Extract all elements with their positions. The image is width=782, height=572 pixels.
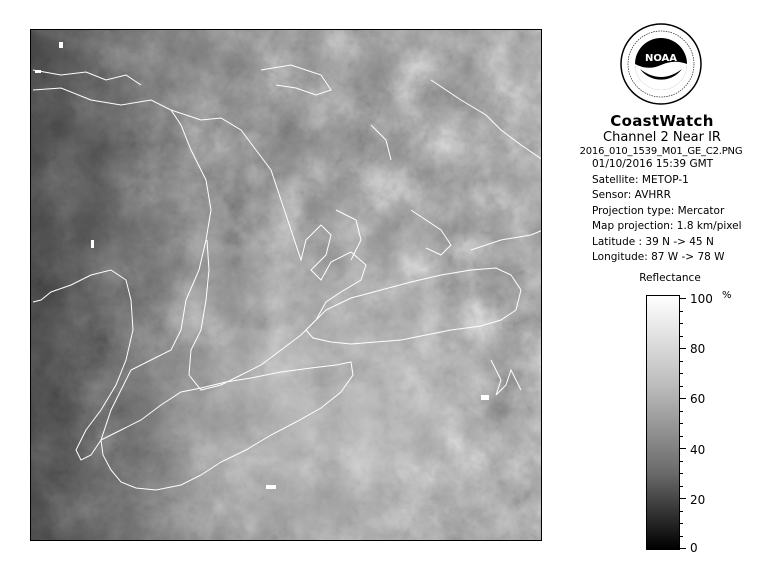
satellite-image (30, 29, 542, 541)
colorbar-tick (680, 461, 683, 462)
colorbar-tick (680, 386, 683, 387)
longitude-label: Longitude: 87 W -> 78 W (592, 251, 725, 263)
scale-label-60: 60 (690, 392, 706, 406)
map-projection-label: Map projection: 1.8 km/pixel (592, 220, 742, 232)
svg-text:NOAA: NOAA (644, 53, 678, 64)
colorbar-tick (680, 336, 683, 337)
colorbar-tick (680, 473, 683, 474)
colorbar-tick (680, 423, 683, 424)
datetime-label: 01/10/2016 15:39 GMT (592, 158, 714, 170)
colorbar-tick (680, 498, 686, 499)
colorbar-tick (680, 298, 686, 299)
scale-label-40: 40 (690, 443, 706, 457)
latitude-label: Latitude : 39 N -> 45 N (592, 235, 714, 248)
colorbar-tick (680, 436, 683, 437)
colorbar-tick (680, 373, 683, 374)
scale-label-20: 20 (690, 493, 706, 507)
scale-title: Reflectance (639, 272, 701, 284)
colorbar-tick (680, 398, 686, 399)
colorbar-tick (680, 348, 686, 349)
colorbar-tick (680, 361, 683, 362)
reflectance-colorbar (646, 295, 680, 550)
colorbar-tick (680, 548, 686, 549)
sensor-label: Sensor: AVHRR (592, 189, 671, 201)
scale-unit: % (722, 290, 732, 301)
projection-type-label: Projection type: Mercator (592, 204, 725, 217)
channel-label: Channel 2 Near IR (603, 130, 721, 145)
brand-title: CoastWatch (610, 112, 714, 130)
metadata-panel (560, 112, 782, 266)
scale-label-100: 100 (690, 292, 713, 306)
noaa-logo (620, 23, 702, 105)
cloud-imagery-map (31, 30, 542, 541)
colorbar-tick (680, 311, 683, 312)
colorbar-tick (680, 411, 683, 412)
satellite-label: Satellite: METOP-1 (592, 173, 689, 186)
scale-label-80: 80 (690, 342, 706, 356)
colorbar-tick (680, 448, 686, 449)
colorbar-tick (680, 511, 683, 512)
scale-label-0: 0 (690, 541, 698, 555)
filename-label: 2016_010_1539_M01_GE_C2.PNG (579, 146, 743, 157)
colorbar-tick (680, 323, 683, 324)
colorbar-tick (680, 523, 683, 524)
colorbar-tick (680, 486, 683, 487)
colorbar-tick (680, 536, 683, 537)
